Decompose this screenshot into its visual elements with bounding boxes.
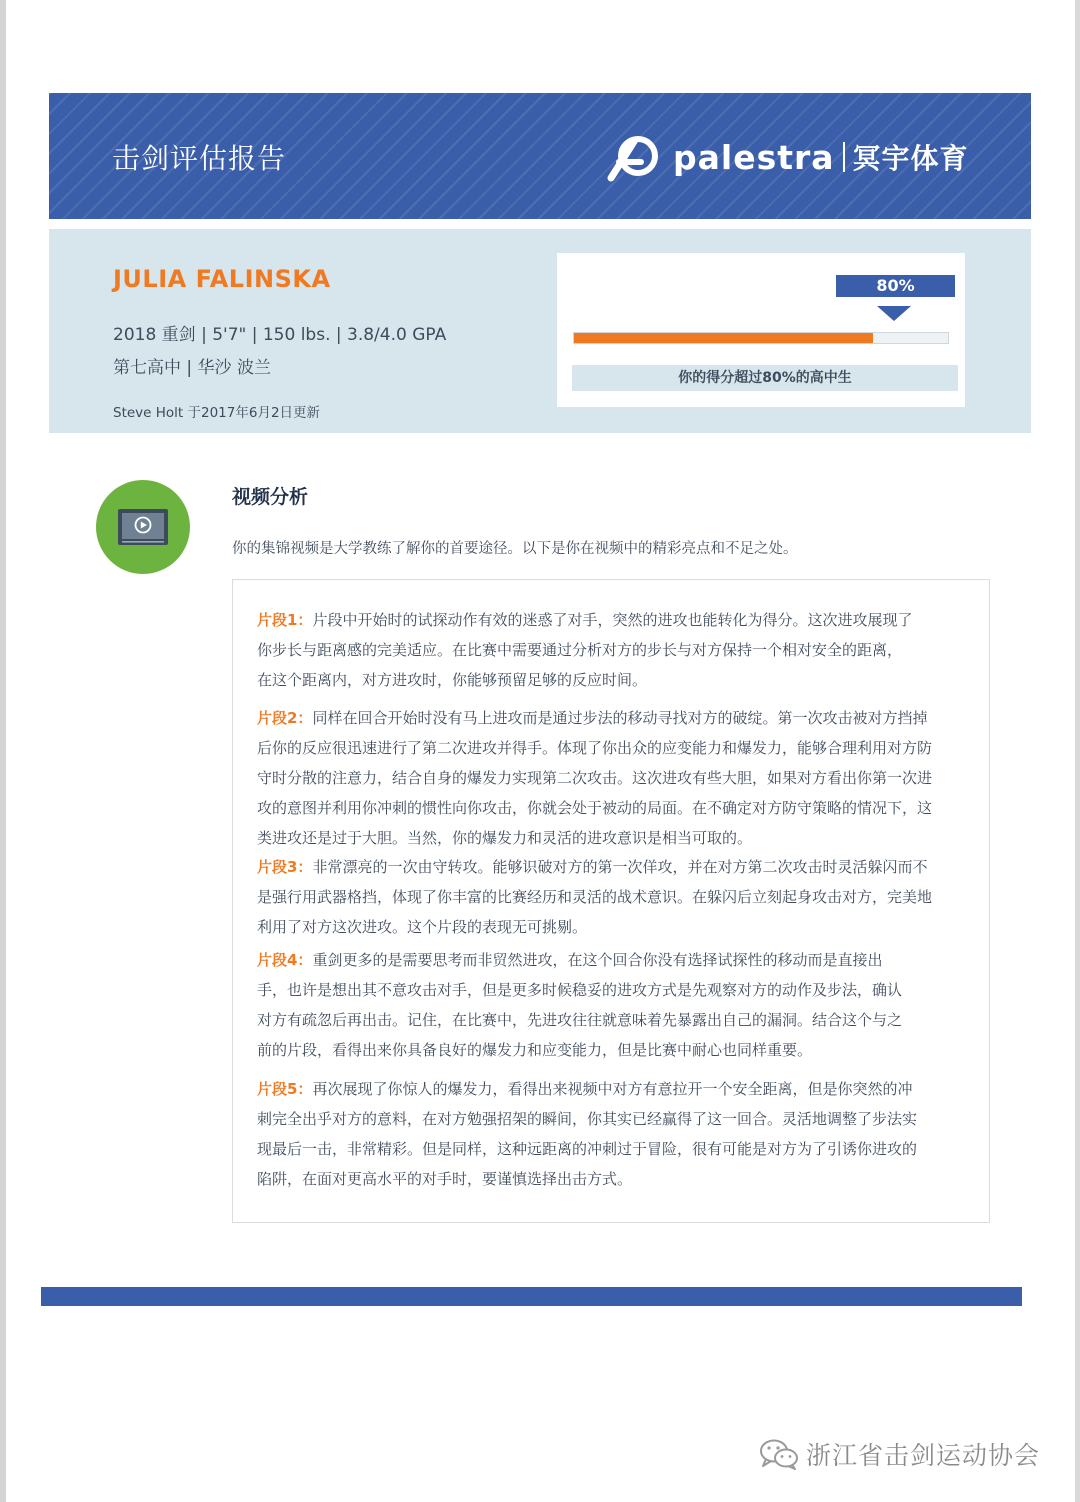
segment-3	[257, 852, 987, 942]
video-analysis-box	[232, 579, 990, 1223]
segment-text: 对方有疏忽后再出击。记住，在比赛中，先进攻往往就意味着先暴露出自己的漏洞。结合这个与之	[257, 1011, 903, 1029]
segment-5	[257, 1074, 987, 1194]
score-progress-track	[573, 332, 949, 344]
segment-label: 片段4：	[257, 951, 313, 969]
score-arrow-icon	[877, 306, 911, 321]
score-progress-fill	[574, 333, 873, 343]
segment-text: 是强行用武器格挡，体现了你丰富的比赛经历和灵活的战术意识。在躲闪后立刻起身攻击对方，完美地	[257, 888, 933, 906]
segment-text: 重剑更多的是需要思考而非贸然进攻，在这个回合你没有选择试探性的移动而是直接出	[312, 951, 883, 969]
segment-text: 非常漂亮的一次由守转攻。能够识破对方的第一次佯攻，并在对方第二次攻击时灵活躲闪而不	[312, 858, 928, 876]
score-badge: 80%	[836, 275, 955, 297]
segment-text: 你步长与距离感的完美适应。在比赛中需要通过分析对方的步长与对方保持一个相对安全的距离，	[257, 641, 903, 659]
wechat-icon	[758, 1437, 800, 1471]
video-section-badge	[96, 480, 190, 574]
segment-text: 片段中开始时的试探动作有效的迷惑了对手，突然的进攻也能转化为得分。这次进攻展现了	[312, 611, 913, 629]
segment-text: 陷阱，在面对更高水平的对手时，要谨慎选择出击方式。	[257, 1170, 633, 1188]
page-edge-right	[1075, 0, 1080, 1502]
report-title: 击剑评估报告	[112, 142, 287, 175]
segment-text: 后你的反应很迅速进行了第二次进攻并得手。体现了你出众的应变能力和爆发力，能够合理利用对方防	[257, 739, 933, 757]
segment-label: 片段3：	[257, 858, 313, 876]
section-intro: 你的集锦视频是大学教练了解你的首要途径。以下是你在视频中的精彩亮点和不足之处。	[232, 541, 798, 557]
segment-4	[257, 945, 987, 1065]
logo-chinese-name: 冥宇体育	[852, 142, 969, 175]
logo-wordmark: palestra	[673, 137, 835, 177]
segment-text: 在这个距离内，对方进攻时，你能够预留足够的反应时间。	[257, 671, 648, 689]
segment-text: 同样在回合开始时没有马上进攻而是通过步法的移动寻找对方的破绽。第一次攻击被对方挡掉	[312, 709, 928, 727]
athlete-profile	[49, 229, 1031, 433]
wechat-watermark	[758, 1434, 1040, 1474]
section-title: 视频分析	[232, 486, 309, 508]
logo-divider	[843, 142, 845, 172]
segment-text: 手，也许是想出其不意攻击对手，但是更多时候稳妥的进攻方式是先观察对方的动作及步法，确认	[257, 981, 903, 999]
athlete-stats: 2018 重剑 | 5'7" | 150 lbs. | 3.8/4.0 GPA	[113, 325, 447, 345]
segment-label: 片段5：	[257, 1080, 313, 1098]
segment-text: 攻的意图并利用你冲刺的惯性向你攻击，你就会处于被动的局面。在不确定对方防守策略的情况下，这	[257, 799, 933, 817]
athlete-school: 第七高中 | 华沙 波兰	[113, 358, 271, 378]
palestra-logo-icon	[605, 132, 663, 182]
segment-text: 类进攻还是过于大胆。当然，你的爆发力和灵活的进攻意识是相当可取的。	[257, 829, 753, 847]
watermark-text: 浙江省击剑运动协会	[806, 1441, 1041, 1470]
segment-label: 片段2：	[257, 709, 313, 727]
segment-text: 再次展现了你惊人的爆发力，看得出来视频中对方有意拉开一个安全距离，但是你突然的冲	[312, 1080, 913, 1098]
footer-bar	[41, 1287, 1022, 1306]
updated-note: Steve Holt 于2017年6月2日更新	[113, 405, 321, 421]
segment-2	[257, 703, 987, 853]
segment-text: 前的片段，看得出来你具备良好的爆发力和应变能力，但是比赛中耐心也同样重要。	[257, 1041, 813, 1059]
segment-1	[257, 605, 987, 695]
palestra-logo	[605, 129, 969, 185]
athlete-name: JULIA FALINSKA	[113, 265, 331, 293]
segment-label: 片段1：	[257, 611, 313, 629]
page-edge-left	[0, 0, 6, 1502]
segment-text: 刺完全出乎对方的意料，在对方勉强招架的瞬间，你其实已经赢得了这一回合。灵活地调整了步法实	[257, 1110, 918, 1128]
score-caption: 你的得分超过80%的高中生	[572, 365, 958, 391]
segment-text: 守时分散的注意力，结合自身的爆发力实现第二次攻击。这次进攻有些大胆，如果对方看出你第一次进	[257, 769, 933, 787]
report-header	[49, 93, 1031, 219]
video-player-icon	[96, 480, 190, 574]
segment-text: 利用了对方这次进攻。这个片段的表现无可挑剔。	[257, 918, 588, 936]
segment-text: 现最后一击，非常精彩。但是同样，这种远距离的冲刺过于冒险，很有可能是对方为了引诱你进攻的	[257, 1140, 918, 1158]
score-card	[557, 253, 965, 407]
